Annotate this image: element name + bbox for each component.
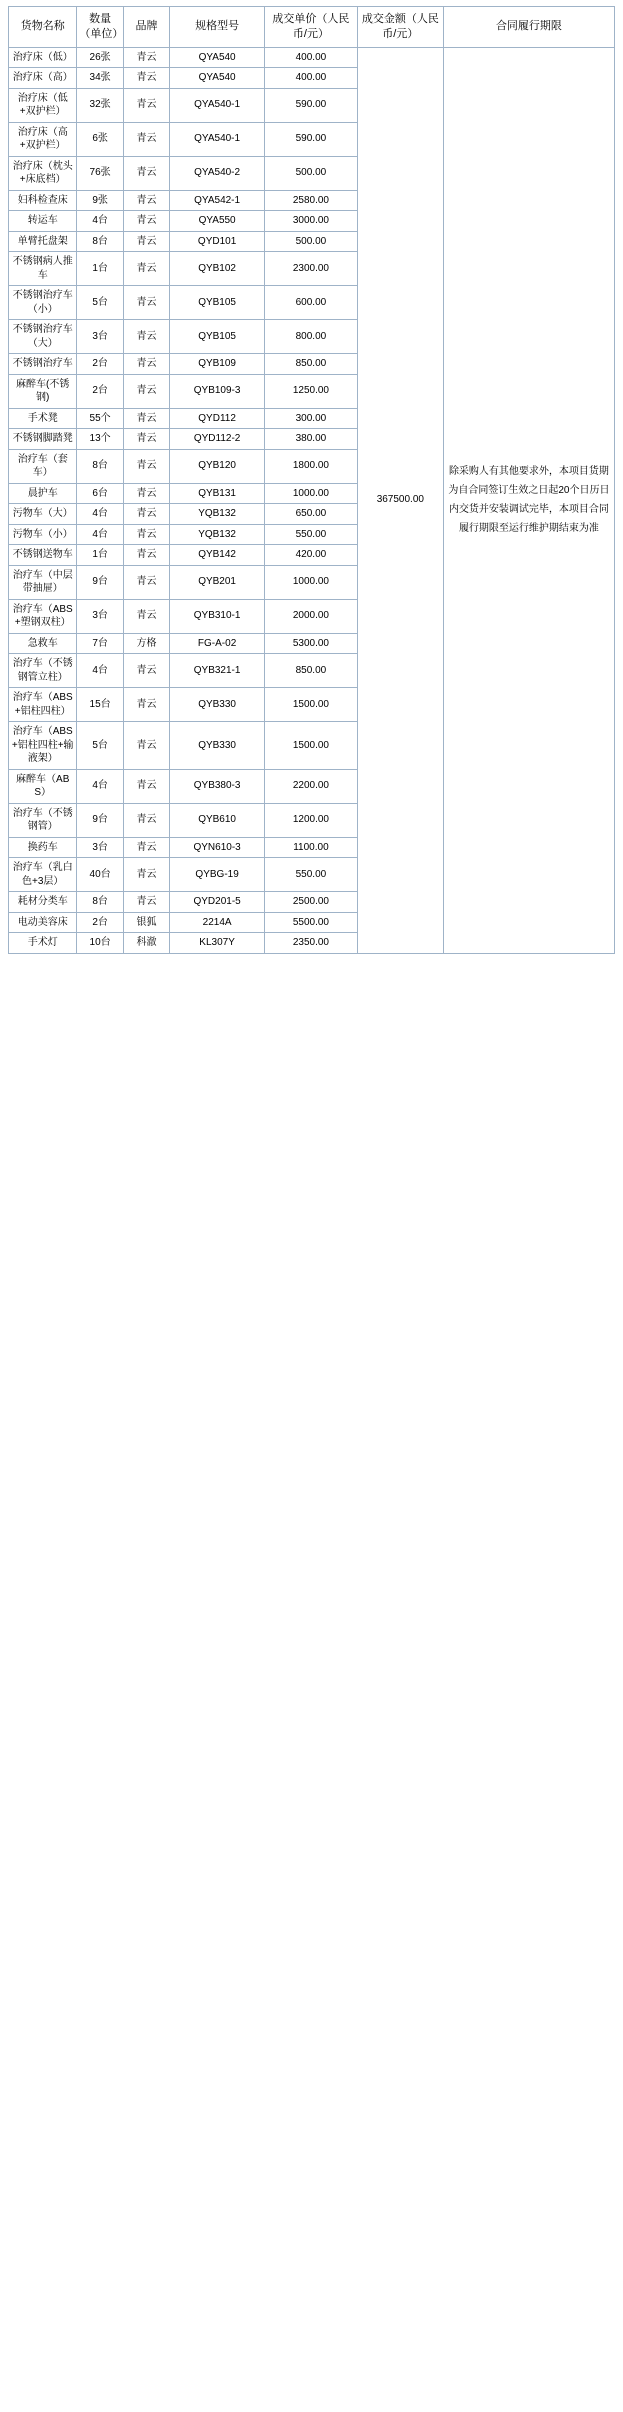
cell-unit-price: 650.00 bbox=[265, 504, 358, 525]
cell-model: QYD112-2 bbox=[170, 429, 265, 450]
cell-goods-name: 治疗车（ABS+塑钢双柱） bbox=[9, 599, 77, 633]
cell-brand: 青云 bbox=[123, 892, 169, 913]
cell-goods-name: 治疗床（高） bbox=[9, 68, 77, 89]
cell-brand: 青云 bbox=[123, 47, 169, 68]
column-header-brand: 品牌 bbox=[123, 7, 169, 48]
cell-quantity: 9台 bbox=[77, 803, 123, 837]
cell-brand: 青云 bbox=[123, 320, 169, 354]
cell-quantity: 10台 bbox=[77, 933, 123, 954]
cell-model: FG-A-02 bbox=[170, 633, 265, 654]
cell-quantity: 3台 bbox=[77, 837, 123, 858]
cell-model: QYB109 bbox=[170, 354, 265, 375]
cell-contract-term: 除采购人有其他要求外，本项目货期为自合同签订生效之日起20个日历日内交货并安装调试完毕，本项目合同履行期限至运行维护期结束为准 bbox=[443, 47, 614, 953]
cell-goods-name: 污物车（小） bbox=[9, 524, 77, 545]
cell-quantity: 8台 bbox=[77, 231, 123, 252]
table-header-row bbox=[9, 7, 615, 48]
cell-quantity: 8台 bbox=[77, 449, 123, 483]
cell-goods-name: 不锈钢治疗车（大） bbox=[9, 320, 77, 354]
cell-goods-name: 电动美容床 bbox=[9, 912, 77, 933]
cell-unit-price: 5300.00 bbox=[265, 633, 358, 654]
cell-model: QYA540-1 bbox=[170, 88, 265, 122]
cell-brand: 青云 bbox=[123, 858, 169, 892]
cell-goods-name: 不锈钢送物车 bbox=[9, 545, 77, 566]
cell-brand: 青云 bbox=[123, 837, 169, 858]
cell-brand: 青云 bbox=[123, 68, 169, 89]
column-header-total-amount: 成交金额（人民币/元） bbox=[357, 7, 443, 48]
cell-model: KL307Y bbox=[170, 933, 265, 954]
cell-unit-price: 5500.00 bbox=[265, 912, 358, 933]
cell-model: QYB610 bbox=[170, 803, 265, 837]
cell-goods-name: 单臂托盘架 bbox=[9, 231, 77, 252]
cell-quantity: 4台 bbox=[77, 211, 123, 232]
cell-goods-name: 手术凳 bbox=[9, 408, 77, 429]
cell-quantity: 4台 bbox=[77, 769, 123, 803]
cell-brand: 银狐 bbox=[123, 912, 169, 933]
cell-model: YQB132 bbox=[170, 504, 265, 525]
cell-goods-name: 转运车 bbox=[9, 211, 77, 232]
cell-quantity: 2台 bbox=[77, 912, 123, 933]
cell-quantity: 6张 bbox=[77, 122, 123, 156]
document-sheet bbox=[0, 0, 623, 962]
cell-unit-price: 600.00 bbox=[265, 286, 358, 320]
cell-goods-name: 治疗车（乳白色+3层） bbox=[9, 858, 77, 892]
cell-quantity: 15台 bbox=[77, 688, 123, 722]
cell-model: QYB330 bbox=[170, 722, 265, 770]
cell-goods-name: 麻醉车(不锈钢) bbox=[9, 374, 77, 408]
cell-unit-price: 590.00 bbox=[265, 122, 358, 156]
cell-goods-name: 治疗车（ABS+铝柱四柱+输液架） bbox=[9, 722, 77, 770]
column-header-name: 货物名称 bbox=[9, 7, 77, 48]
cell-quantity: 40台 bbox=[77, 858, 123, 892]
cell-model: QYB105 bbox=[170, 286, 265, 320]
cell-model: QYA540-1 bbox=[170, 122, 265, 156]
cell-brand: 青云 bbox=[123, 156, 169, 190]
cell-goods-name: 不锈钢脚踏凳 bbox=[9, 429, 77, 450]
cell-quantity: 4台 bbox=[77, 654, 123, 688]
cell-model: QYB105 bbox=[170, 320, 265, 354]
cell-quantity: 32张 bbox=[77, 88, 123, 122]
cell-model: QYB310-1 bbox=[170, 599, 265, 633]
cell-model: YQB132 bbox=[170, 524, 265, 545]
cell-brand: 青云 bbox=[123, 769, 169, 803]
cell-brand: 青云 bbox=[123, 722, 169, 770]
cell-brand: 青云 bbox=[123, 429, 169, 450]
cell-brand: 青云 bbox=[123, 483, 169, 504]
cell-brand: 方格 bbox=[123, 633, 169, 654]
cell-quantity: 1台 bbox=[77, 545, 123, 566]
cell-model: QYB330 bbox=[170, 688, 265, 722]
cell-unit-price: 2300.00 bbox=[265, 252, 358, 286]
cell-unit-price: 2580.00 bbox=[265, 190, 358, 211]
cell-goods-name: 晨护车 bbox=[9, 483, 77, 504]
cell-brand: 青云 bbox=[123, 252, 169, 286]
cell-brand: 青云 bbox=[123, 545, 169, 566]
cell-brand: 青云 bbox=[123, 122, 169, 156]
cell-brand: 青云 bbox=[123, 504, 169, 525]
cell-brand: 青云 bbox=[123, 408, 169, 429]
cell-unit-price: 500.00 bbox=[265, 231, 358, 252]
cell-quantity: 2台 bbox=[77, 374, 123, 408]
cell-brand: 青云 bbox=[123, 190, 169, 211]
cell-unit-price: 400.00 bbox=[265, 68, 358, 89]
column-header-unit-price: 成交单价（人民币/元） bbox=[265, 7, 358, 48]
cell-goods-name: 麻醉车（ABS） bbox=[9, 769, 77, 803]
cell-model: QYA540-2 bbox=[170, 156, 265, 190]
cell-quantity: 5台 bbox=[77, 286, 123, 320]
cell-unit-price: 2200.00 bbox=[265, 769, 358, 803]
cell-quantity: 5台 bbox=[77, 722, 123, 770]
cell-unit-price: 500.00 bbox=[265, 156, 358, 190]
cell-quantity: 6台 bbox=[77, 483, 123, 504]
table-row bbox=[9, 47, 615, 68]
cell-goods-name: 治疗车（套车） bbox=[9, 449, 77, 483]
cell-quantity: 3台 bbox=[77, 599, 123, 633]
cell-goods-name: 治疗床（枕头+床底档） bbox=[9, 156, 77, 190]
cell-unit-price: 1000.00 bbox=[265, 483, 358, 504]
cell-quantity: 76张 bbox=[77, 156, 123, 190]
cell-total-amount: 367500.00 bbox=[357, 47, 443, 953]
cell-unit-price: 3000.00 bbox=[265, 211, 358, 232]
cell-goods-name: 不锈钢病人推车 bbox=[9, 252, 77, 286]
cell-brand: 青云 bbox=[123, 354, 169, 375]
cell-goods-name: 治疗车（ABS+铝柱四柱） bbox=[9, 688, 77, 722]
cell-model: QYB131 bbox=[170, 483, 265, 504]
cell-quantity: 8台 bbox=[77, 892, 123, 913]
cell-unit-price: 1500.00 bbox=[265, 722, 358, 770]
cell-brand: 青云 bbox=[123, 449, 169, 483]
cell-brand: 青云 bbox=[123, 565, 169, 599]
cell-unit-price: 300.00 bbox=[265, 408, 358, 429]
cell-model: QYB109-3 bbox=[170, 374, 265, 408]
cell-brand: 青云 bbox=[123, 88, 169, 122]
cell-quantity: 55个 bbox=[77, 408, 123, 429]
cell-unit-price: 1800.00 bbox=[265, 449, 358, 483]
cell-brand: 青云 bbox=[123, 524, 169, 545]
cell-model: QYB380-3 bbox=[170, 769, 265, 803]
table-header bbox=[9, 7, 615, 48]
cell-brand: 青云 bbox=[123, 286, 169, 320]
cell-goods-name: 手术灯 bbox=[9, 933, 77, 954]
cell-quantity: 4台 bbox=[77, 524, 123, 545]
cell-unit-price: 1200.00 bbox=[265, 803, 358, 837]
cell-model: QYBG-19 bbox=[170, 858, 265, 892]
cell-brand: 青云 bbox=[123, 211, 169, 232]
cell-model: QYA550 bbox=[170, 211, 265, 232]
cell-model: QYA542-1 bbox=[170, 190, 265, 211]
cell-quantity: 2台 bbox=[77, 354, 123, 375]
cell-goods-name: 治疗车（不锈钢管） bbox=[9, 803, 77, 837]
cell-model: QYD201-5 bbox=[170, 892, 265, 913]
cell-goods-name: 不锈钢治疗车（小） bbox=[9, 286, 77, 320]
cell-goods-name: 耗材分类车 bbox=[9, 892, 77, 913]
cell-model: QYB142 bbox=[170, 545, 265, 566]
cell-unit-price: 2350.00 bbox=[265, 933, 358, 954]
cell-model: QYD112 bbox=[170, 408, 265, 429]
cell-model: QYA540 bbox=[170, 68, 265, 89]
cell-quantity: 26张 bbox=[77, 47, 123, 68]
cell-model: QYB102 bbox=[170, 252, 265, 286]
cell-unit-price: 1000.00 bbox=[265, 565, 358, 599]
cell-goods-name: 换药车 bbox=[9, 837, 77, 858]
cell-quantity: 34张 bbox=[77, 68, 123, 89]
cell-unit-price: 1500.00 bbox=[265, 688, 358, 722]
column-header-model: 规格型号 bbox=[170, 7, 265, 48]
cell-unit-price: 550.00 bbox=[265, 858, 358, 892]
cell-goods-name: 治疗车（中层带抽屉） bbox=[9, 565, 77, 599]
cell-quantity: 4台 bbox=[77, 504, 123, 525]
cell-goods-name: 不锈钢治疗车 bbox=[9, 354, 77, 375]
cell-unit-price: 590.00 bbox=[265, 88, 358, 122]
cell-brand: 青云 bbox=[123, 231, 169, 252]
cell-goods-name: 妇科检查床 bbox=[9, 190, 77, 211]
cell-quantity: 1台 bbox=[77, 252, 123, 286]
cell-unit-price: 400.00 bbox=[265, 47, 358, 68]
cell-model: QYA540 bbox=[170, 47, 265, 68]
cell-unit-price: 2500.00 bbox=[265, 892, 358, 913]
cell-unit-price: 1100.00 bbox=[265, 837, 358, 858]
cell-unit-price: 850.00 bbox=[265, 354, 358, 375]
cell-goods-name: 治疗床（低+双护栏） bbox=[9, 88, 77, 122]
cell-unit-price: 2000.00 bbox=[265, 599, 358, 633]
cell-model: QYD101 bbox=[170, 231, 265, 252]
cell-quantity: 13个 bbox=[77, 429, 123, 450]
cell-quantity: 7台 bbox=[77, 633, 123, 654]
cell-unit-price: 1250.00 bbox=[265, 374, 358, 408]
cell-goods-name: 污物车（大） bbox=[9, 504, 77, 525]
procurement-items-table bbox=[8, 6, 615, 954]
table-body bbox=[9, 47, 615, 953]
cell-brand: 青云 bbox=[123, 374, 169, 408]
cell-brand: 青云 bbox=[123, 803, 169, 837]
cell-unit-price: 800.00 bbox=[265, 320, 358, 354]
cell-quantity: 9台 bbox=[77, 565, 123, 599]
cell-brand: 青云 bbox=[123, 599, 169, 633]
cell-goods-name: 治疗车（不锈钢管立柱） bbox=[9, 654, 77, 688]
cell-unit-price: 550.00 bbox=[265, 524, 358, 545]
cell-model: QYB120 bbox=[170, 449, 265, 483]
cell-quantity: 9张 bbox=[77, 190, 123, 211]
cell-goods-name: 急救车 bbox=[9, 633, 77, 654]
column-header-quantity: 数量（单位） bbox=[77, 7, 123, 48]
cell-model: 2214A bbox=[170, 912, 265, 933]
cell-brand: 青云 bbox=[123, 688, 169, 722]
column-header-contract-term: 合同履行期限 bbox=[443, 7, 614, 48]
cell-goods-name: 治疗床（高+双护栏） bbox=[9, 122, 77, 156]
cell-brand: 青云 bbox=[123, 654, 169, 688]
cell-model: QYN610-3 bbox=[170, 837, 265, 858]
cell-brand: 科澈 bbox=[123, 933, 169, 954]
cell-unit-price: 380.00 bbox=[265, 429, 358, 450]
cell-model: QYB321-1 bbox=[170, 654, 265, 688]
cell-quantity: 3台 bbox=[77, 320, 123, 354]
cell-goods-name: 治疗床（低） bbox=[9, 47, 77, 68]
cell-unit-price: 420.00 bbox=[265, 545, 358, 566]
cell-model: QYB201 bbox=[170, 565, 265, 599]
cell-unit-price: 850.00 bbox=[265, 654, 358, 688]
